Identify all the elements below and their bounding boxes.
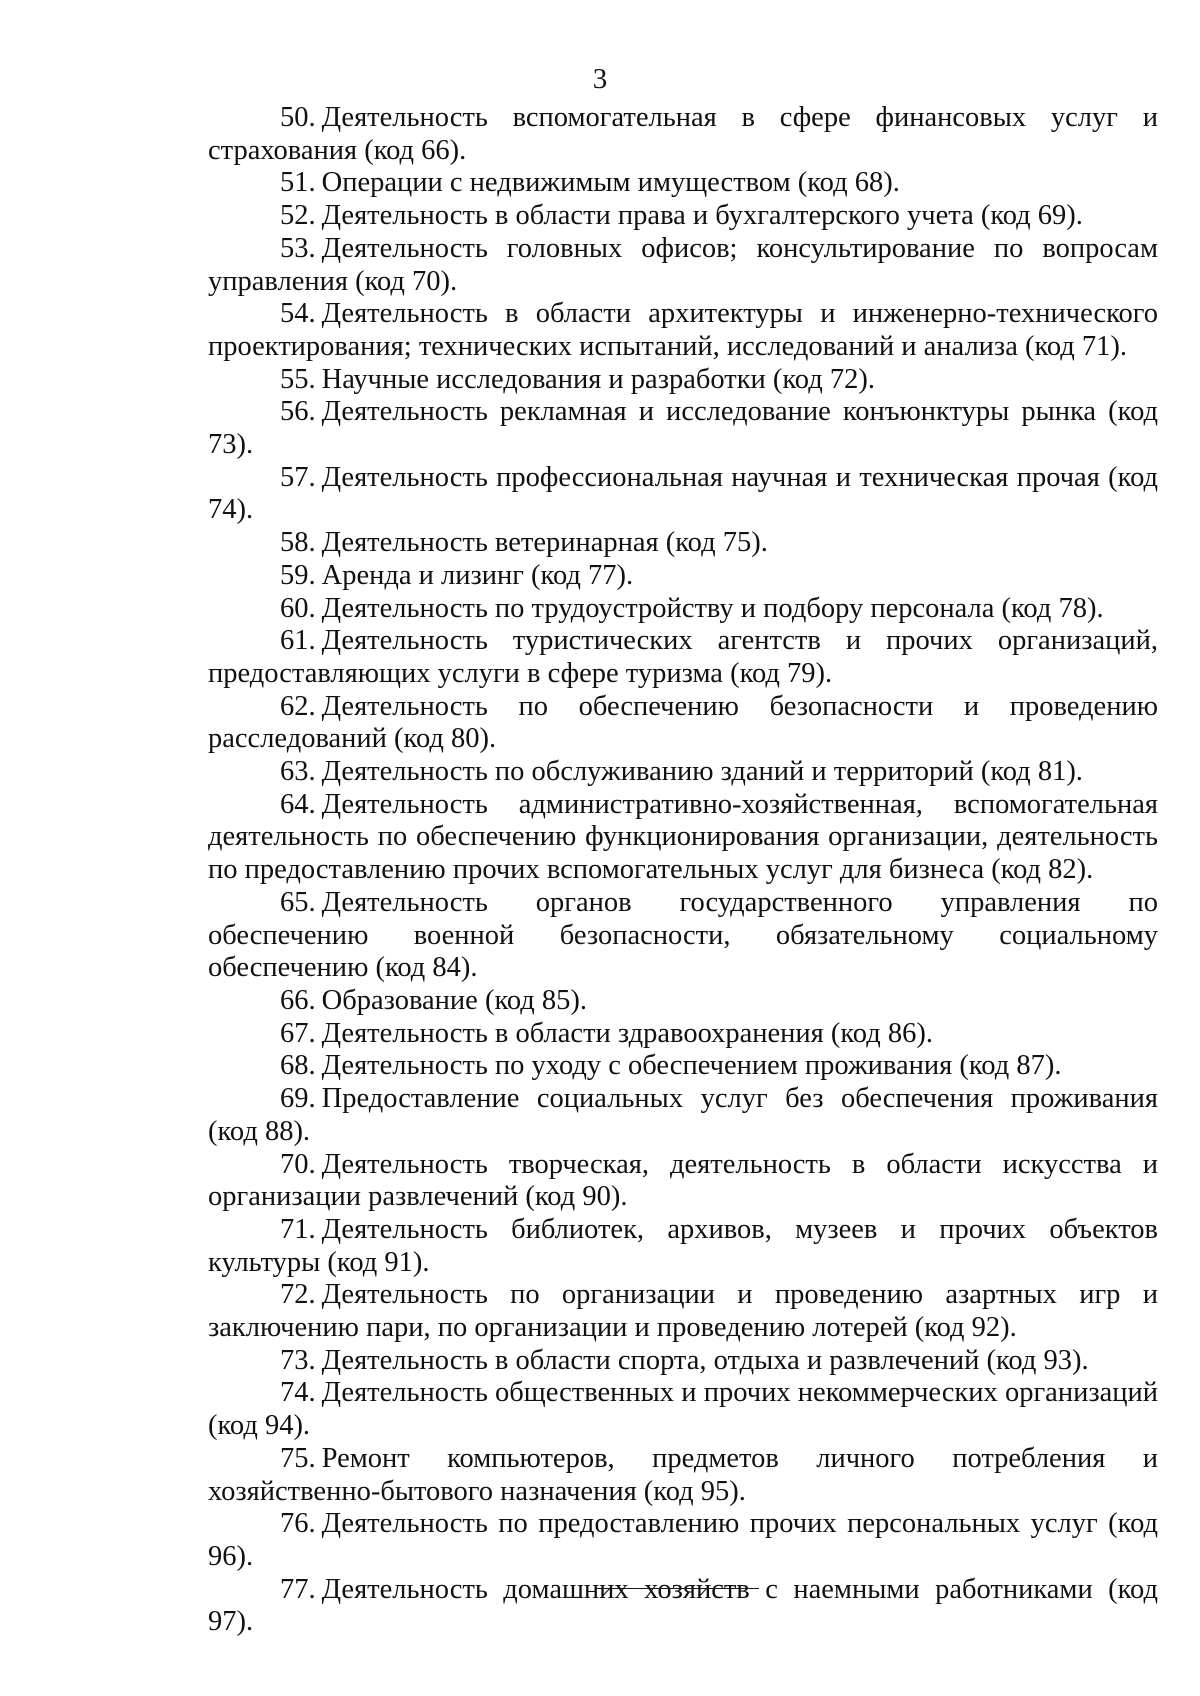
item-number: 65. — [280, 886, 316, 918]
item-number: 74. — [280, 1377, 316, 1409]
item-number: 69. — [280, 1083, 316, 1115]
list-item — [208, 527, 1158, 560]
item-text: Деятельность по организации и проведению азартных игр и заключению пари, по организации и проведению лотерей (код 92). — [208, 1279, 1158, 1344]
item-number: 61. — [280, 625, 316, 657]
item-number: 64. — [280, 788, 316, 820]
item-text: Деятельность профессиональная научная и техническая прочая (код 74). — [208, 461, 1158, 526]
list-item — [208, 1443, 1158, 1508]
list-item — [208, 233, 1158, 298]
item-number: 75. — [280, 1442, 316, 1474]
list-item — [208, 593, 1158, 626]
item-text: Деятельность по трудоустройству и подбору персонала (код 78). — [321, 592, 1104, 624]
list-item — [208, 298, 1158, 363]
item-text: Деятельность в области спорта, отдыха и развлечений (код 93). — [321, 1344, 1089, 1376]
item-text: Деятельность туристических агентств и прочих организаций, предоставляющих услуги в сфере туризма (код 79). — [208, 625, 1158, 689]
list-item — [208, 560, 1158, 593]
list-item — [208, 200, 1158, 233]
item-text: Деятельность в области архитектуры и инженерно-технического проектирования; технических испытаний, исследований и анализа (код 71). — [208, 298, 1158, 362]
list-item — [208, 985, 1158, 1018]
item-text: Деятельность ветеринарная (код 75). — [321, 527, 768, 559]
item-text: Деятельность в области права и бухгалтерского учета (код 69). — [321, 200, 1083, 232]
item-number: 71. — [280, 1213, 316, 1245]
item-text: Деятельность в области здравоохранения (код 86). — [321, 1017, 933, 1049]
list-item — [208, 1508, 1158, 1573]
list-item — [208, 887, 1158, 985]
item-text: Деятельность административно-хозяйственная, вспомогательная деятельность по обеспечению функционирования организации, деятельность по предоставлению прочих вспомогательных услуг для бизнеса (код 82). — [208, 788, 1158, 886]
item-number: 55. — [280, 363, 316, 395]
item-text: Ремонт компьютеров, предметов личного потребления и хозяйственно-бытового назначения (код 95). — [208, 1442, 1158, 1507]
item-text: Образование (код 85). — [321, 984, 588, 1016]
item-text: Аренда и лизинг (код 77). — [321, 559, 634, 591]
item-number: 63. — [280, 756, 316, 788]
item-text: Деятельность домашних хозяйств с наемными работниками (код 97). — [208, 1573, 1158, 1638]
list-item — [208, 1574, 1158, 1639]
item-number: 53. — [280, 232, 316, 264]
item-text: Деятельность рекламная и исследование конъюнктуры рынка (код 73). — [208, 396, 1158, 461]
list-item — [208, 1083, 1158, 1148]
item-number: 62. — [280, 690, 316, 722]
item-number: 67. — [280, 1017, 316, 1049]
item-number: 51. — [280, 167, 316, 199]
item-number: 59. — [280, 559, 316, 591]
list-item — [208, 364, 1158, 397]
list-item — [208, 691, 1158, 756]
list-item — [208, 1214, 1158, 1279]
list-item — [208, 1345, 1158, 1378]
list-item — [208, 462, 1158, 527]
item-number: 72. — [280, 1279, 316, 1311]
item-number: 50. — [280, 102, 316, 133]
item-text: Деятельность вспомогательная в сфере финансовых услуг и страхования (код 66). — [208, 102, 1158, 166]
activity-list — [208, 102, 1158, 1639]
end-of-list-divider — [596, 1588, 759, 1589]
list-item — [208, 1149, 1158, 1214]
list-item — [208, 102, 1158, 167]
item-number: 73. — [280, 1344, 316, 1376]
page-number: 3 — [592, 63, 608, 95]
list-item — [208, 1018, 1158, 1051]
item-number: 52. — [280, 200, 316, 232]
list-item — [208, 1279, 1158, 1344]
item-number: 60. — [280, 592, 316, 624]
item-text: Деятельность по обеспечению безопасности и проведению расследований (код 80). — [208, 690, 1158, 755]
item-text: Деятельность библиотек, архивов, музеев и прочих объектов культуры (код 91). — [208, 1213, 1158, 1278]
list-item — [208, 396, 1158, 461]
item-number: 57. — [280, 461, 316, 493]
list-item — [208, 1377, 1158, 1442]
item-number: 77. — [280, 1573, 316, 1605]
list-item — [208, 625, 1158, 690]
item-text: Деятельность общественных и прочих некоммерческих организаций (код 94). — [208, 1377, 1158, 1442]
item-text: Деятельность по обслуживанию зданий и территорий (код 81). — [321, 756, 1083, 788]
list-item — [208, 756, 1158, 789]
item-text: Научные исследования и разработки (код 72). — [321, 363, 875, 395]
item-text: Деятельность головных офисов; консультирование по вопросам управления (код 70). — [208, 232, 1158, 297]
item-number: 66. — [280, 984, 316, 1016]
item-text: Деятельность творческая, деятельность в области искусства и организации развлечений (код 90). — [208, 1148, 1158, 1213]
item-text: Деятельность по предоставлению прочих персональных услуг (код 96). — [208, 1508, 1158, 1572]
item-number: 58. — [280, 527, 316, 559]
item-text: Деятельность по уходу с обеспечением проживания (код 87). — [321, 1050, 1062, 1082]
item-text: Операции с недвижимым имуществом (код 68). — [321, 167, 900, 199]
item-number: 76. — [280, 1508, 316, 1540]
item-number: 70. — [280, 1148, 316, 1180]
item-text: Деятельность органов государственного управления по обеспечению военной безопасности, обязательному социальному обеспечению (код 84). — [208, 886, 1158, 984]
item-number: 56. — [280, 396, 316, 428]
item-text: Предоставление социальных услуг без обеспечения проживания (код 88). — [208, 1083, 1158, 1147]
list-item — [208, 789, 1158, 887]
list-item — [208, 1050, 1158, 1083]
list-item — [208, 167, 1158, 200]
item-number: 54. — [280, 298, 316, 330]
item-number: 68. — [280, 1050, 316, 1082]
